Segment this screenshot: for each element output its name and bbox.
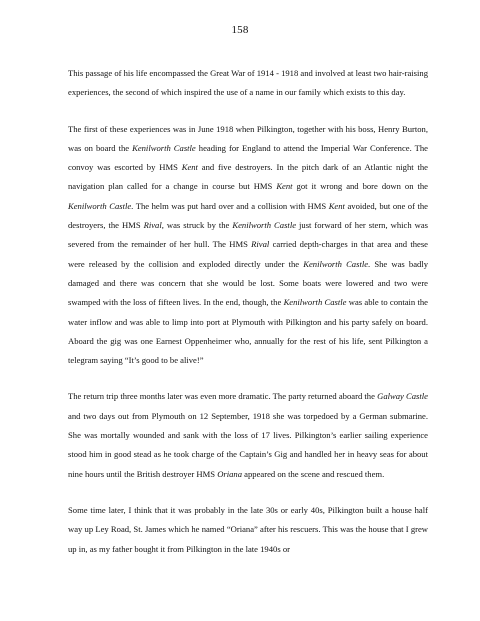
paragraph-kenilworth-castle (68, 120, 428, 371)
text-run: avoided, but one of the destroyers, the HMS (68, 200, 428, 231)
italic-ship-name: Kent (181, 162, 198, 173)
text-run: This passage of his life encompassed the Great War of 1914 - 1918 and involved at least two hair-raising experiences, the second of which inspired the use of a name in our family which exists to this day. (68, 68, 428, 98)
paragraph-galway-castle (68, 387, 428, 483)
italic-ship-name: Kenilworth Castle (68, 200, 132, 211)
italic-ship-name: Oriana (217, 468, 243, 479)
body-text (68, 64, 428, 559)
text-run: and two days out from Plymouth on 12 September, 1918 she was torpedoed by a German submarine. She was mortally wounded and sank with the loss of 17 lives. Pilkington’s earlier sailing experience stood him in good stead as he took charge of the Captain’s Gig and handled her in heavy seas for about nine hours until the British destroyer HMS (68, 410, 428, 479)
text-run: carried depth-charges in that area and these were released by the collision and exploded directly under the (68, 239, 428, 269)
text-run: . The helm was put hard over and a collision with HMS (131, 200, 329, 211)
italic-ship-name: Galway Castle (377, 391, 428, 402)
text-run: appeared on the scene and rescued them. (242, 468, 385, 479)
text-run: . She was badly damaged and there was concern that she would be lost. Some boats were lowered and two were swamped with the loss of fifteen lives. In the end, though, the (68, 258, 428, 308)
italic-ship-name: Kenilworth Castle (283, 297, 347, 308)
italic-ship-name: Kenilworth Castle (303, 258, 369, 269)
italic-ship-name: Kent (276, 181, 293, 192)
text-run: and five destroyers. In the pitch dark of an Atlantic night the navigation plan called for a change in course but HMS (68, 162, 428, 192)
paragraph-great-war-intro (68, 64, 428, 103)
text-run: heading for England to attend the Imperial War Conference. The convoy was escorted by HMS (68, 142, 428, 173)
text-run: was able to contain the water inflow and was able to limp into port at Plymouth with Pilkington and his party safely on board. Aboard the gig was one Earnest Oppenheimer who, annually for the rest of his life, sent Pilkington a telegram saying “It’s good to be alive!” (68, 297, 428, 366)
text-run: just forward of her stern, which was severed from the remainder of her hull. The HMS (68, 220, 428, 250)
paragraph-oriana-house (68, 501, 428, 559)
text-run: got it wrong and bore down on the (292, 181, 428, 192)
italic-ship-name: Kent (328, 200, 345, 211)
text-run: The return trip three months later was even more dramatic. The party returned aboard the (68, 391, 378, 402)
italic-ship-name: Rival (251, 239, 270, 250)
text-run: The first of these experiences was in June 1918 when Pilkington, together with his boss, Henry Burton, was on board the (68, 123, 428, 153)
italic-ship-name: Rival (143, 220, 162, 231)
italic-ship-name: Kenilworth Castle (132, 142, 196, 153)
text-run: , was struck by the (161, 220, 233, 231)
italic-ship-name: Kenilworth Castle (232, 220, 297, 231)
text-run: Some time later, I think that it was probably in the late 30s or early 40s, Pilkington built a house half way up Ley Road, St. James which he named “Oriana” after his rescuers. This was the house that I grew up in, as my father bought it from Pilkington in the late 1940s or (68, 504, 428, 554)
page-number: 158 (231, 24, 249, 36)
